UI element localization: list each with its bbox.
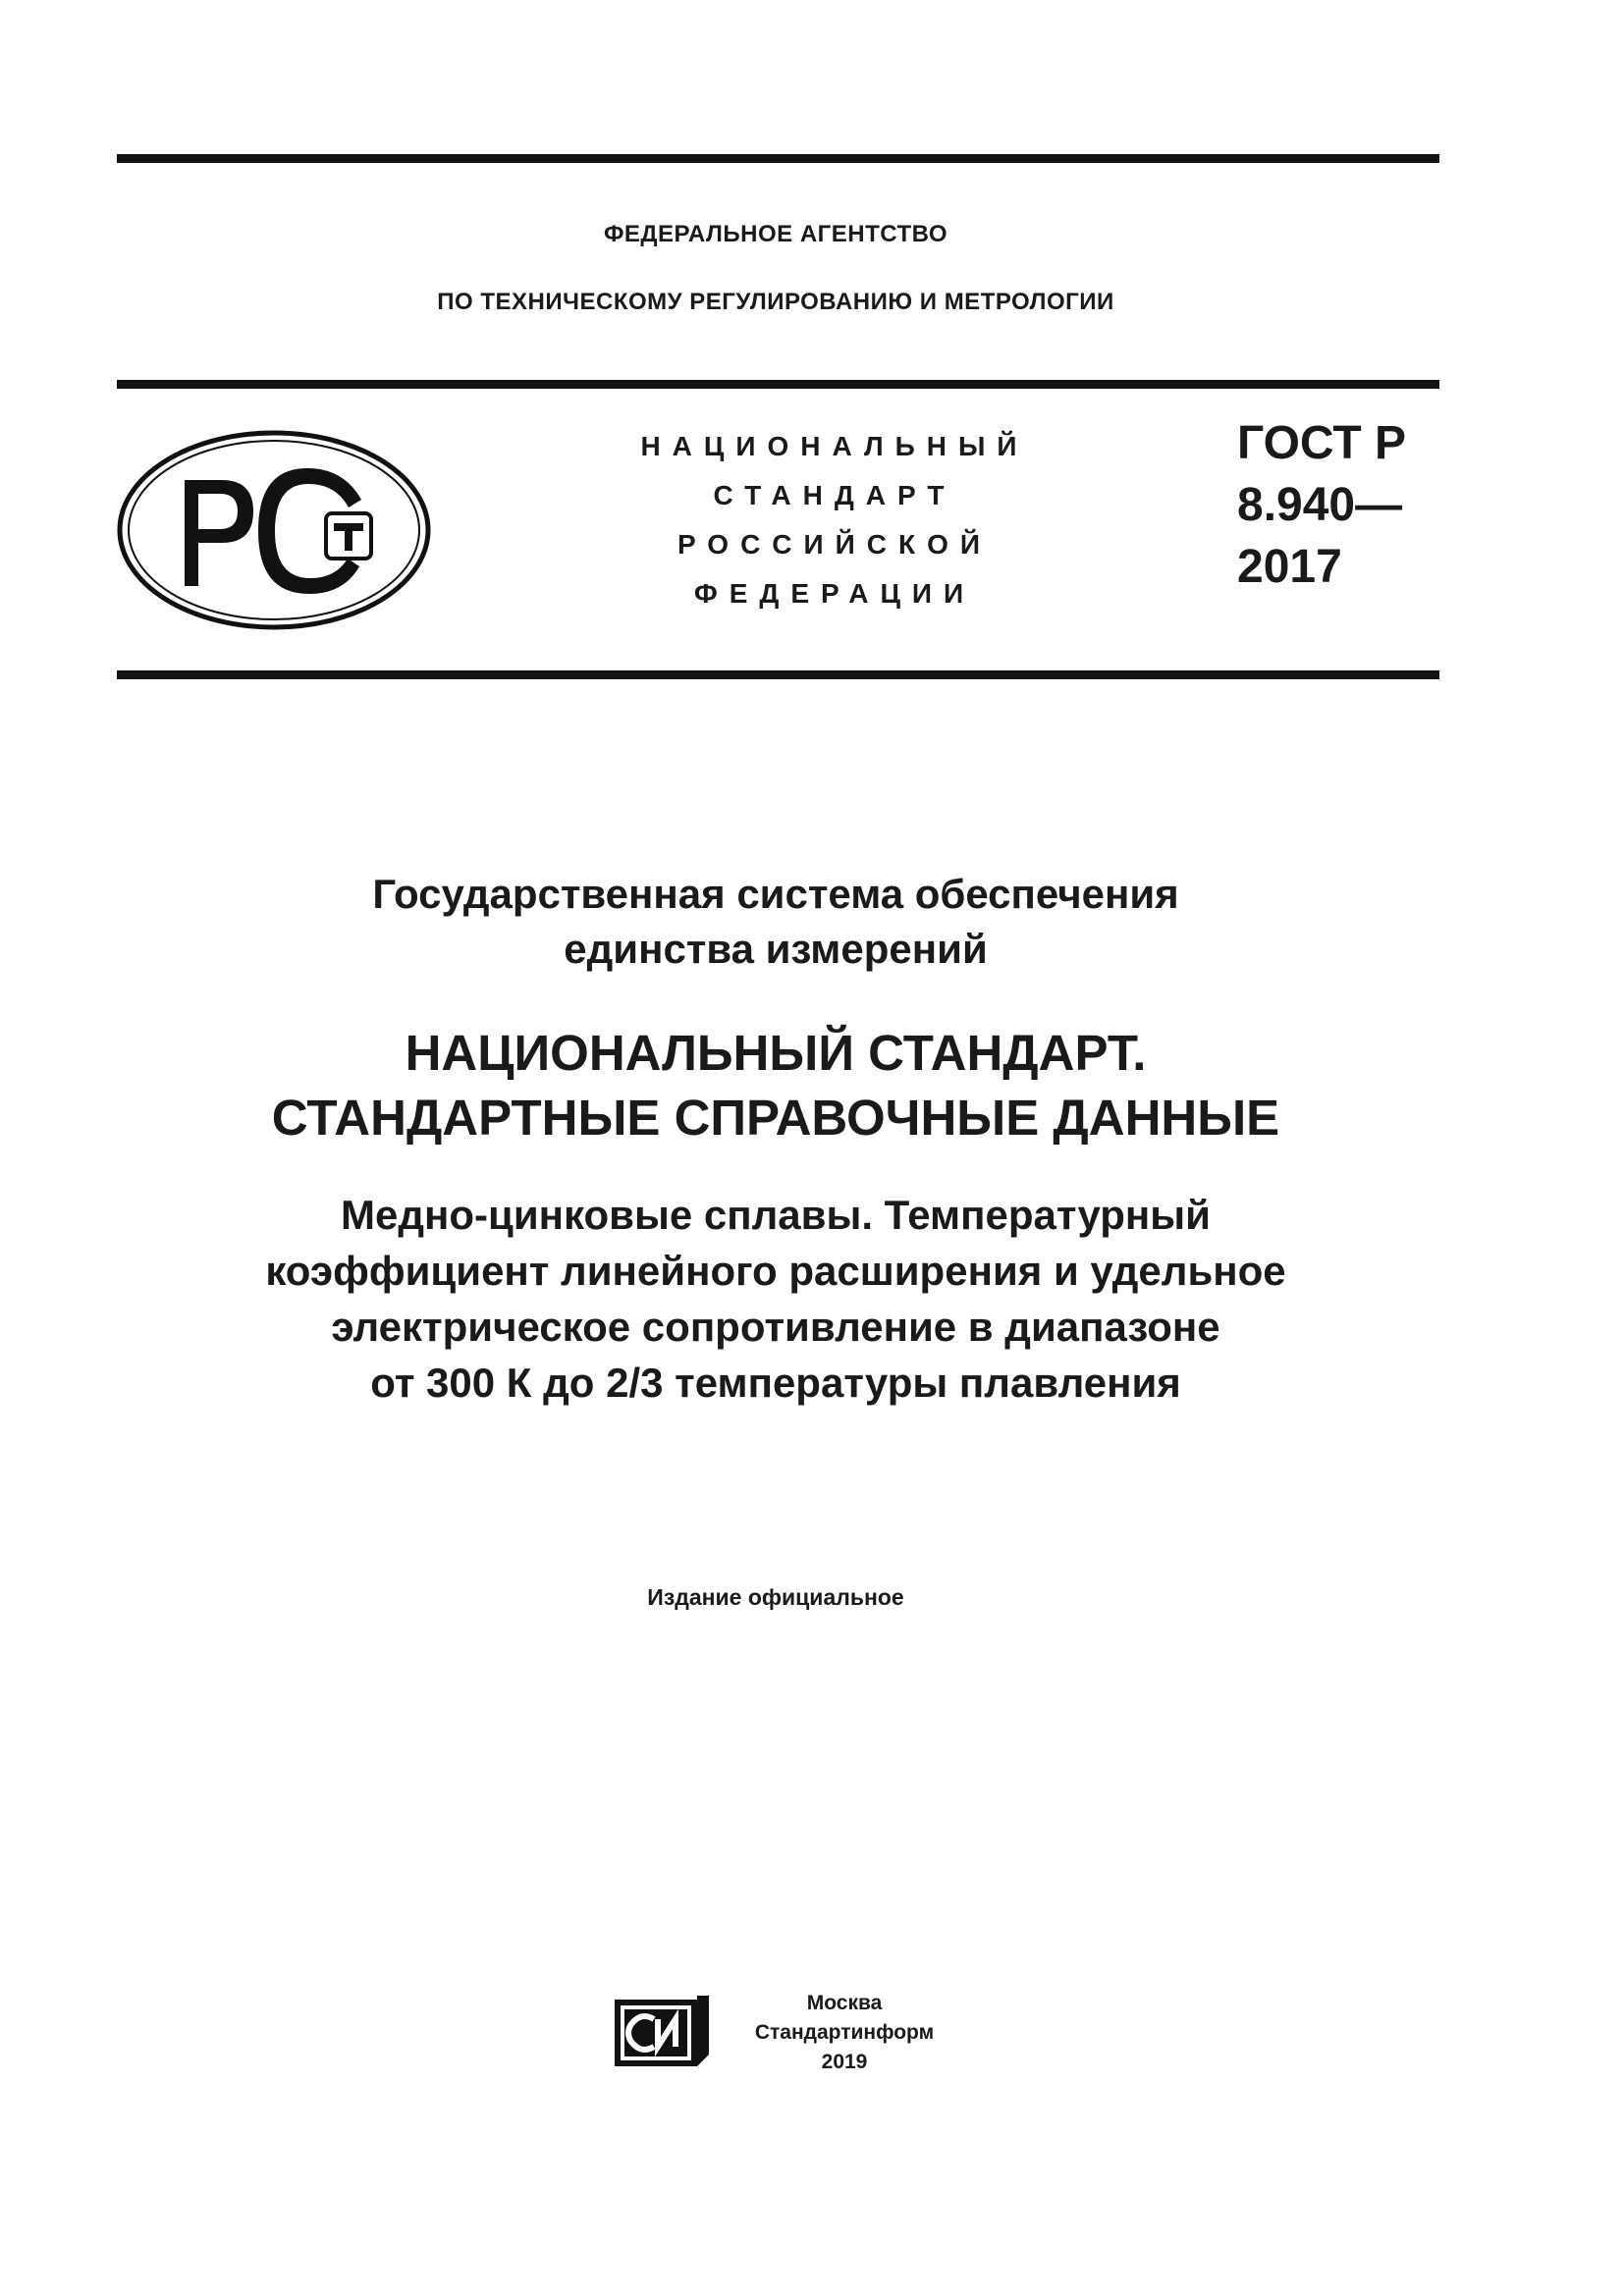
- subject-title: [0, 1187, 1551, 1411]
- subject-title-line-4: от 300 К до 2/3 температуры плавления: [370, 1360, 1181, 1406]
- rst-mark-icon: [116, 429, 432, 631]
- publisher-year: 2019: [821, 2051, 868, 2073]
- top-rule: [117, 154, 1439, 163]
- publisher-block: [731, 1989, 957, 2077]
- main-title: [0, 1021, 1551, 1150]
- header-rule-upper: [117, 380, 1439, 389]
- edition-label: Издание официальное: [647, 1584, 904, 1610]
- agency-line-2: ПО ТЕХНИЧЕСКОМУ РЕГУЛИРОВАНИЮ И МЕТРОЛОГИИ: [437, 289, 1114, 315]
- series-title-line-2: единства измерений: [564, 926, 988, 972]
- designation-line-1: ГОСТ Р: [1237, 417, 1407, 469]
- standard-type-line-4: ФЕДЕРАЦИИ: [693, 578, 976, 609]
- series-title: [0, 867, 1551, 977]
- series-title-line-1: Государственная система обеспечения: [372, 871, 1179, 917]
- standard-type-line-1: НАЦИОНАЛЬНЫЙ: [640, 431, 1029, 461]
- publisher-city: Москва: [806, 1992, 883, 2014]
- standard-type-line-2: СТАНДАРТ: [713, 480, 956, 510]
- designation-line-3: 2017: [1237, 541, 1342, 593]
- standard-type-block: [589, 422, 1080, 618]
- standartinform-logo-icon: [615, 1996, 709, 2070]
- subject-title-line-3: электрическое сопротивление в диапазоне: [331, 1304, 1220, 1350]
- subject-title-line-1: Медно-цинковые сплавы. Температурный: [341, 1192, 1211, 1238]
- standard-designation: [1237, 412, 1406, 598]
- publisher-name: Стандартинформ: [754, 2021, 935, 2044]
- subject-title-line-2: коэффициент линейного расширения и удельное: [265, 1248, 1286, 1294]
- main-title-line-1: НАЦИОНАЛЬНЫЙ СТАНДАРТ.: [405, 1025, 1147, 1081]
- standard-type-line-3: РОССИЙСКОЙ: [677, 529, 992, 560]
- main-title-line-2: СТАНДАРТНЫЕ СПРАВОЧНЫЕ ДАННЫЕ: [271, 1090, 1280, 1146]
- designation-line-2: 8.940—: [1237, 479, 1403, 531]
- header-rule-lower: [117, 670, 1439, 679]
- agency-line-1: ФЕДЕРАЛЬНОЕ АГЕНТСТВО: [603, 221, 948, 247]
